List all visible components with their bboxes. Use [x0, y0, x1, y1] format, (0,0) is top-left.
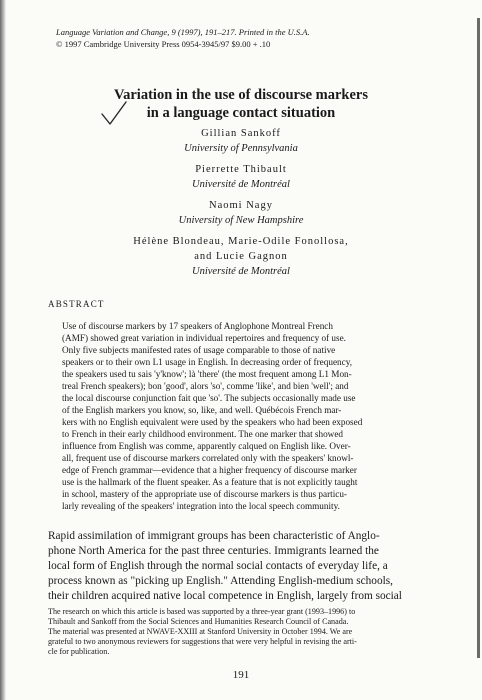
body-line: local form of English through the normal social contacts of everyday life, a — [48, 560, 388, 572]
body-line: phone North America for the past three centuries. Immigrants learned the — [48, 545, 379, 557]
abstract-line: in school, mastery of the appropriate use of discourse markers is thus particu- — [62, 489, 347, 499]
abstract-line: speakers or to their own L1 usage in English. In decreasing order of frequency, — [62, 357, 352, 367]
abstract-line: all, frequent use of discourse markers correlated only with the speakers' knowl- — [62, 453, 354, 463]
footnote-line: cle for publication. — [48, 647, 110, 656]
body-line: Rapid assimilation of immigrant groups has been characteristic of Anglo- — [48, 530, 380, 542]
author-name: Gillian Sankoff — [201, 128, 281, 139]
handwritten-checkmark — [100, 100, 130, 130]
abstract-line: edge of French grammar—evidence that a higher frequency of discourse marker — [62, 465, 357, 475]
abstract-line: to French in their early childhood environment. The one marker that showed — [62, 429, 343, 439]
journal-copyright: © 1997 Cambridge University Press 0954-3945/97 $9.00 + .10 — [56, 39, 271, 49]
journal-citation: Language Variation and Change, 9 (1997), 191–217. Printed in the U.S.A. — [56, 27, 310, 37]
article-title-line1: Variation in the use of discourse markers — [113, 87, 368, 103]
abstract-line: influence from English was comme, apparently calqued on English like. Over- — [62, 441, 351, 451]
author-group-line1: Hélène Blondeau, Marie-Odile Fonollosa, — [133, 236, 349, 247]
author-affiliation: Université de Montréal — [192, 179, 290, 190]
footnote-line: The research on which this article is based was supported by a three-year grant (1993–1996) to — [48, 607, 356, 616]
abstract-line: the speakers used tu sais 'y'know'; là 'there' (the most frequent among L1 Mon- — [62, 369, 352, 379]
footnote-line: Thibault and Sankoff from the Social Sciences and Humanities Research Council of Canada. — [48, 617, 349, 626]
author-group-line2: and Lucie Gagnon — [194, 251, 288, 262]
footnote-line: The material was presented at NWAVE-XXIII at Stanford University in October 1994. We are — [48, 627, 353, 636]
abstract-line: kers with no English equivalent were used by the speakers who had been exposed — [62, 417, 363, 427]
author-affiliation: University of New Hampshire — [178, 215, 304, 226]
abstract-line: larly revealing of the speakers' integration into the local speech community. — [62, 501, 340, 511]
abstract-line: treal French speakers); bon 'good', alors 'so', comme 'like', and bien 'well'; and — [62, 381, 349, 391]
abstract-heading: ABSTRACT — [48, 299, 105, 309]
footnote-line: grateful to two anonymous reviewers for suggestions that were very helpful in revising the arti- — [48, 637, 357, 646]
body-line: their children acquired native local competence in English, largely from social — [48, 590, 402, 602]
author-name: Pierrette Thibault — [195, 164, 287, 175]
abstract-line: use is the hallmark of the fluent speaker. As a feature that is not explicitly taught — [62, 477, 358, 487]
author-name: Naomi Nagy — [209, 200, 273, 211]
abstract-line: Only five subjects manifested rates of usage comparable to those of native — [62, 345, 336, 355]
abstract-line: (AMF) showed great variation in individual repertoires and frequency of use. — [62, 333, 346, 343]
author-affiliation: University of Pennsylvania — [184, 143, 298, 154]
author-group-affiliation: Université de Montréal — [192, 266, 290, 277]
abstract-line: the local discourse conjunction fait que 'so'. The subjects occasionally made use — [62, 393, 356, 403]
article-title-line2: in a language contact situation — [146, 105, 336, 121]
page-number: 191 — [232, 669, 250, 681]
abstract-line: Use of discourse markers by 17 speakers of Anglophone Montreal French — [62, 321, 333, 331]
abstract-line: of the English markers you know, so, like, and well. Québécois French mar- — [62, 405, 342, 415]
body-line: process known as "picking up English." Attending English-medium schools, — [48, 575, 393, 587]
